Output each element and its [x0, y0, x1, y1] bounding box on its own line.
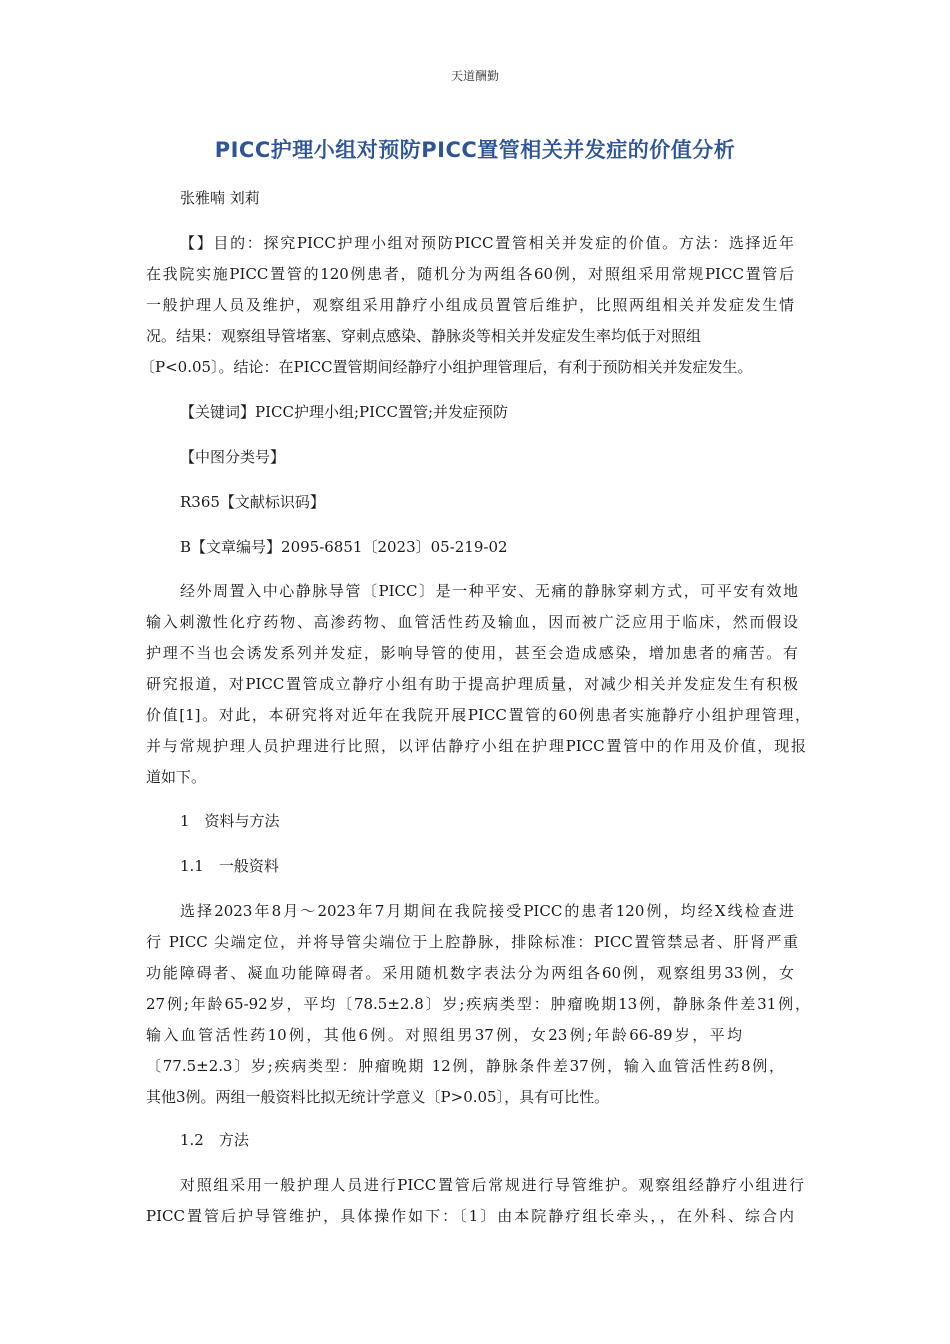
general-line: 功能障碍者、凝血功能障碍者。采用随机数字表法分为两组各60例，观察组男33例，女 — [146, 964, 794, 982]
abstract-line: 一般护理人员及维护，观察组采用静疗小组成员置管后维护，比照两组相关并发症发生情 — [146, 296, 794, 314]
page-header: 天道酬勤 — [450, 69, 499, 83]
intro-line: 研究报道，对PICC置管成立静疗小组有助于提高护理质量，对减少相关并发症发生有积极 — [146, 675, 798, 693]
abstract-line: 在我院实施PICC置管的120例患者，随机分为两组各60例，对照组采用常规PICC置管后 — [146, 265, 794, 283]
method-line: 对照组采用一般护理人员进行PICC置管后常规进行导管维护。观察组经静疗小组进行 — [180, 1176, 804, 1194]
subsection-heading: 1.1 一般资料 — [180, 857, 279, 875]
general-line: 〔77.5±2.3〕岁;疾病类型：肿瘤晚期 12例，静脉条件差37例，输入血管活性药8例， — [146, 1057, 784, 1075]
intro-line: 护理不当也会诱发系列并发症，影响导管的使用，甚至会造成感染，增加患者的痛苦。有 — [146, 644, 798, 662]
general-line: 选择2023年8月～2023年7月期间在我院接受PICC的患者120例，均经X线检查进 — [180, 902, 794, 920]
section-heading: 1 资料与方法 — [180, 812, 280, 830]
article-number: B【文章编号】2095-6851〔2023〕05-219-02 — [180, 538, 508, 556]
keywords: 【关键词】PICC护理小组;PICC置管;并发症预防 — [180, 403, 509, 421]
subsection-heading: 1.2 方法 — [180, 1131, 249, 1149]
intro-line: 输入刺激性化疗药物、高渗药物、血管活性药及输血，因而被广泛应用于临床，然而假设 — [146, 613, 798, 631]
general-line: 输入血管活性药10例，其他6例。对照组男37例，女23例;年龄66-89岁，平均 — [146, 1026, 742, 1044]
abstract-line: 况。结果：观察组导管堵塞、穿刺点感染、静脉炎等相关并发症发生率均低于对照组 — [146, 327, 702, 345]
intro-line: 经外周置入中心静脉导管〔PICC〕是一种平安、无痛的静脉穿刺方式，可平安有效地 — [180, 582, 798, 600]
method-line: PICC置管后护导管维护，具体操作如下：〔1〕由本院静疗组长牵头，，在外科、综合内 — [146, 1207, 794, 1225]
clc-value: R365【文献标识码】 — [180, 493, 325, 511]
authors: 张雅喃 刘莉 — [180, 189, 260, 207]
intro-line: 道如下。 — [146, 768, 207, 786]
abstract-line: 【】目的：探究PICC护理小组对预防PICC置管相关并发症的价值。方法：选择近年 — [180, 234, 794, 252]
abstract-line: 〔P<0.05〕。结论：在PICC置管期间经静疗小组护理管理后，有利于预防相关并发症发生。 — [140, 358, 753, 376]
paper-title: PICC护理小组对预防PICC置管相关并发症的价值分析 — [214, 138, 736, 162]
general-line: 行 PICC 尖端定位，并将导管尖端位于上腔静脉，排除标准：PICC置管禁忌者、肝肾严重 — [146, 933, 798, 951]
intro-line: 并与常规护理人员护理进行比照，以评估静疗小组在护理PICC置管中的作用及价值，现报 — [146, 737, 806, 755]
general-line: 其他3例。两组一般资料比拟无统计学意义〔P>0.05〕，具有可比性。 — [146, 1088, 610, 1106]
clc-label: 【中图分类号】 — [180, 448, 286, 466]
general-line: 27例;年龄65-92岁，平均〔78.5±2.8〕岁;疾病类型：肿瘤晚期13例，静脉条件差31例， — [146, 995, 810, 1013]
intro-line: 价值[1]。对此，本研究将对近年在我院开展PICC置管的60例患者实施静疗小组护理管理， — [146, 706, 810, 724]
